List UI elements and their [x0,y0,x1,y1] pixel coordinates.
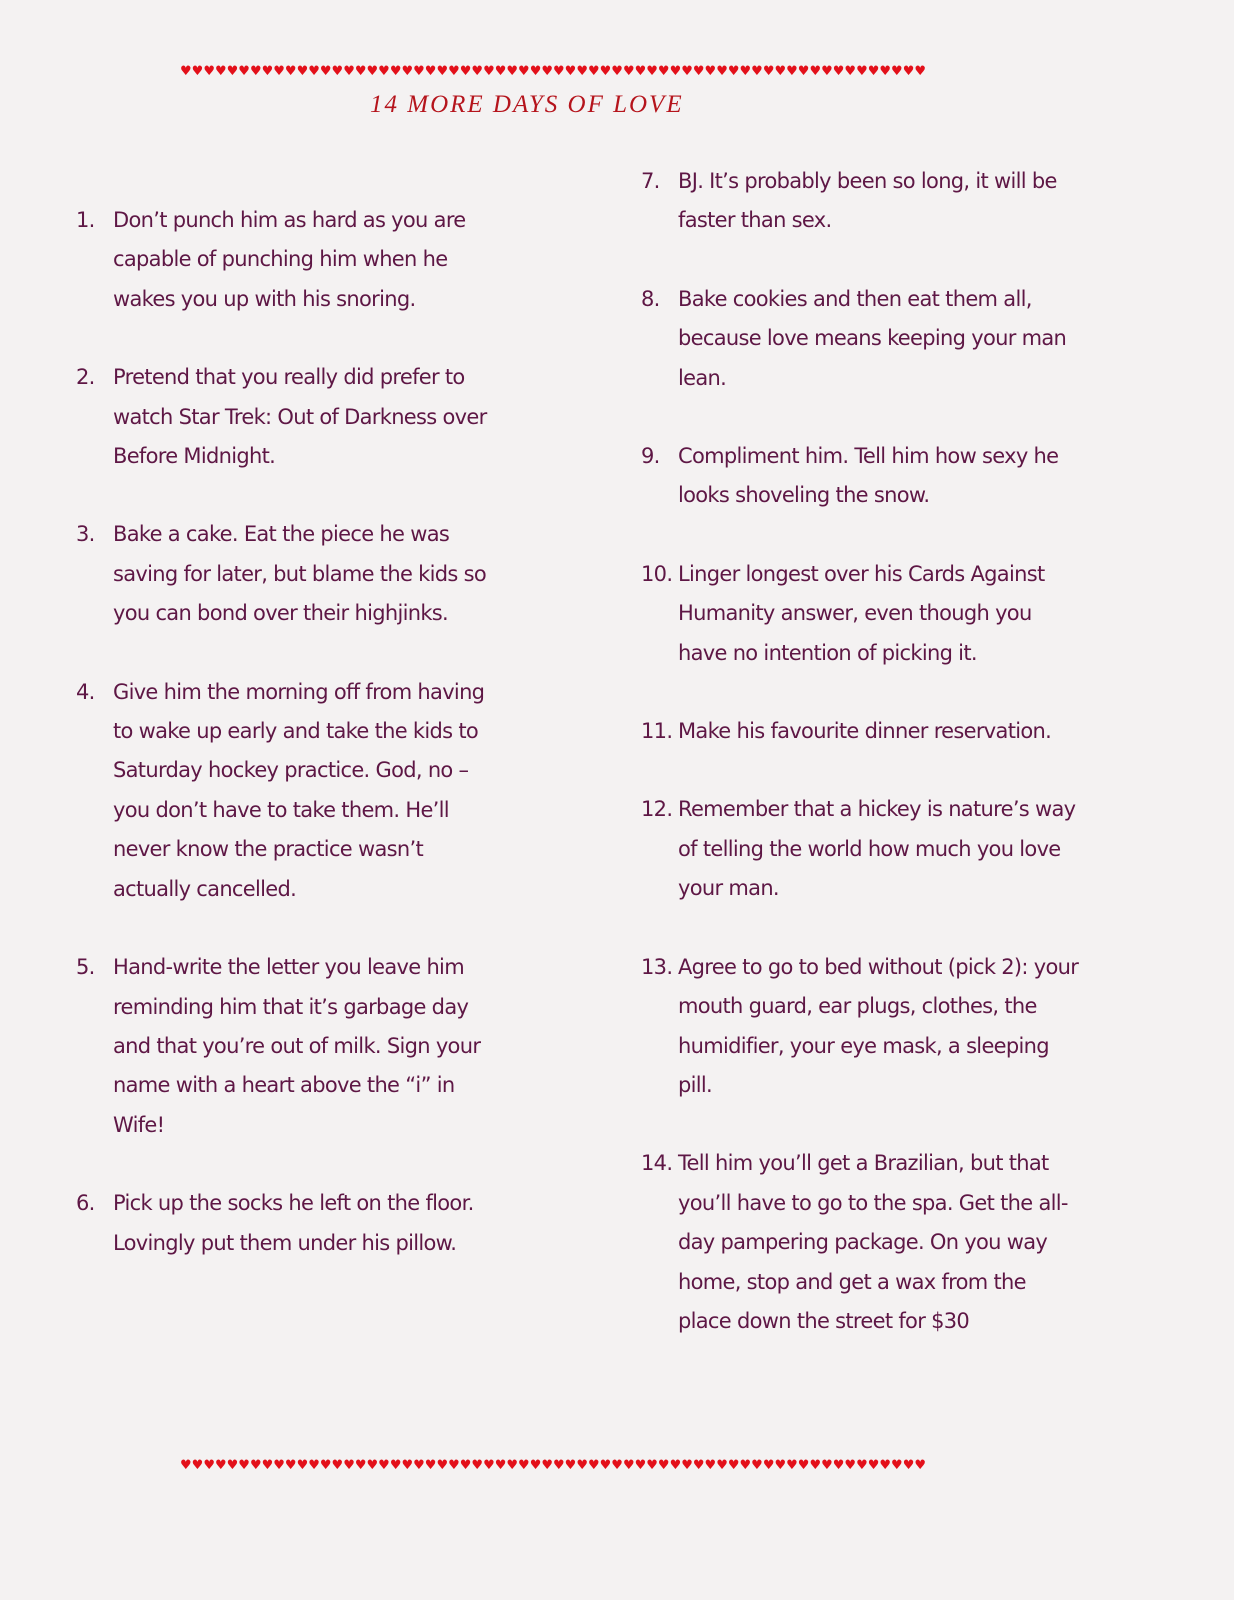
heart-icon: ♥ [494,64,507,79]
heart-icon: ♥ [273,64,285,79]
heart-icon: ♥ [261,1458,274,1473]
item-text: Agree to go to bed without (pick 2): your mouth guard, ear plugs, clothes, the humidifier, your eye mask, a sleeping pill. [678,954,1079,1097]
heart-icon: ♥ [506,64,519,79]
list-item-7 [641,162,1081,241]
heart-icon: ♥ [471,64,484,79]
heart-icon: ♥ [902,64,915,79]
item-text: Give him the morning off from having to wake up early and take the kids to Saturday hockey practice. God, no – you don’t have to take them. He’ll never know the practice wasn’t actually cancelled. [113,679,485,901]
heart-icon: ♥ [832,1458,845,1473]
heart-icon: ♥ [366,1458,379,1473]
heart-icon: ♥ [856,64,868,79]
heart-icon: ♥ [797,1458,810,1473]
heart-icon: ♥ [611,64,623,79]
list-item-13 [641,948,1081,1106]
heart-icon: ♥ [576,1458,588,1473]
heart-icon: ♥ [553,64,565,79]
list-item-9 [641,437,1081,516]
heart-icon: ♥ [459,1458,472,1473]
heart-icon: ♥ [226,64,239,79]
list-right-column [641,162,1081,1380]
heart-icon: ♥ [401,1458,414,1473]
heart-icon: ♥ [308,64,320,79]
item-number: 8. [641,286,660,311]
heart-icon: ♥ [704,64,717,79]
item-text: Pretend that you really did prefer to watch Star Trek: Out of Darkness over Before Midnight. [113,365,487,469]
item-text: Remember that a hickey is nature’s way of telling the world how much you love your man. [678,797,1076,901]
heart-icon: ♥ [238,1458,250,1473]
item-text: Make his favourite dinner reservation. [678,719,1052,744]
item-number: 10. [641,561,673,586]
heart-icon: ♥ [424,64,437,79]
heart-icon: ♥ [867,64,880,79]
heart-icon: ♥ [249,1458,262,1473]
heart-icon: ♥ [797,64,810,79]
heart-icon: ♥ [856,1458,868,1473]
list-item-1 [76,201,506,319]
heart-icon: ♥ [704,1458,717,1473]
heart-icon: ♥ [214,1458,227,1473]
heart-icon: ♥ [203,1458,215,1473]
heart-icon: ♥ [331,1458,344,1473]
heart-icon: ♥ [657,64,670,79]
item-text: Bake cookies and then eat them all, because love means keeping your man lean. [678,286,1067,390]
heart-icon: ♥ [424,1458,437,1473]
heart-icon: ♥ [716,1458,728,1473]
heart-icon: ♥ [180,64,192,79]
heart-icon: ♥ [483,64,495,79]
list-item-2 [76,358,506,476]
list-item-5 [76,948,506,1145]
heart-icon: ♥ [203,64,215,79]
item-number: 11. [641,719,673,744]
heart-icon: ♥ [622,1458,635,1473]
heart-icon: ♥ [692,64,705,79]
heart-icon: ♥ [226,1458,239,1473]
heart-icon: ♥ [366,64,379,79]
heart-icon: ♥ [354,1458,367,1473]
heart-icon: ♥ [646,64,658,79]
heart-icon: ♥ [529,64,542,79]
heart-icon: ♥ [529,1458,542,1473]
heart-icon: ♥ [832,64,845,79]
list-item-8 [641,280,1081,398]
heart-icon: ♥ [751,1458,763,1473]
heart-icon: ♥ [448,1458,460,1473]
item-text: Don’t punch him as hard as you are capable of punching him when he wakes you up with his snoring. [113,208,466,311]
item-number: 4. [76,679,95,704]
heart-icon: ♥ [634,64,647,79]
heart-icon: ♥ [331,64,344,79]
heart-icon: ♥ [518,1458,530,1473]
heart-icon: ♥ [518,64,530,79]
list-item-6 [76,1184,506,1263]
heart-icon: ♥ [389,64,402,79]
list-item-3 [76,515,506,633]
heart-icon: ♥ [786,64,798,79]
heart-icon: ♥ [506,1458,519,1473]
heart-icon: ♥ [238,64,250,79]
list-item-10 [641,555,1081,673]
heart-icon: ♥ [867,1458,880,1473]
heart-icon: ♥ [273,1458,285,1473]
heart-icon: ♥ [587,64,600,79]
heart-icon: ♥ [541,1458,553,1473]
heart-icon: ♥ [914,1458,926,1473]
list-left-column [76,201,506,1302]
heart-icon: ♥ [844,1458,857,1473]
heart-icon: ♥ [343,64,355,79]
heart-icon: ♥ [448,64,460,79]
item-number: 7. [641,169,660,193]
heart-icon: ♥ [587,1458,600,1473]
item-number: 9. [641,444,660,469]
heart-icon: ♥ [681,1458,693,1473]
heart-icon: ♥ [296,1458,309,1473]
heart-icon: ♥ [541,64,553,79]
heart-icon: ♥ [191,64,204,79]
heart-icon: ♥ [809,1458,822,1473]
heart-icon: ♥ [599,1458,612,1473]
heart-icon: ♥ [879,64,892,79]
item-number: 6. [76,1191,95,1216]
heart-icon: ♥ [343,1458,355,1473]
heart-icon: ♥ [576,64,588,79]
item-number: 1. [76,208,95,232]
heart-icon: ♥ [191,1458,204,1473]
heart-icon: ♥ [284,64,297,79]
heart-divider-top [180,64,1054,80]
heart-icon: ♥ [378,1458,390,1473]
heart-icon: ♥ [669,1458,682,1473]
heart-icon: ♥ [774,64,787,79]
heart-icon: ♥ [844,64,857,79]
heart-icon: ♥ [401,64,414,79]
heart-icon: ♥ [471,1458,484,1473]
heart-icon: ♥ [284,1458,297,1473]
heart-icon: ♥ [891,64,903,79]
heart-icon: ♥ [180,1458,192,1473]
item-number: 2. [76,365,95,390]
heart-icon: ♥ [762,64,775,79]
heart-icon: ♥ [879,1458,892,1473]
item-text: Compliment him. Tell him how sexy he looks shoveling the snow. [678,444,1059,508]
heart-icon: ♥ [669,64,682,79]
item-number: 13. [641,954,673,979]
heart-icon: ♥ [634,1458,647,1473]
item-text: BJ. It’s probably been so long, it will be faster than sex. [678,169,1057,233]
item-text: Tell him you’ll get a Brazilian, but that you’ll have to go to the spa. Get the all-day pampering package. On you way home, stop and get a wax from the place down the street for $30 [678,1151,1068,1333]
heart-icon: ♥ [774,1458,787,1473]
heart-icon: ♥ [308,1458,320,1473]
heart-divider-bottom [180,1458,1054,1474]
heart-icon: ♥ [739,1458,752,1473]
heart-icon: ♥ [413,64,425,79]
list-item-14 [641,1144,1081,1341]
heart-icon: ♥ [681,64,693,79]
heart-icon: ♥ [389,1458,402,1473]
heart-icon: ♥ [494,1458,507,1473]
heart-icon: ♥ [483,1458,495,1473]
heart-icon: ♥ [319,64,332,79]
list-item-4 [76,673,506,909]
page-title: 14 MORE DAYS OF LOVE [370,91,684,118]
heart-icon: ♥ [821,1458,833,1473]
heart-icon: ♥ [564,64,577,79]
heart-icon: ♥ [891,1458,903,1473]
heart-icon: ♥ [762,1458,775,1473]
heart-icon: ♥ [727,1458,740,1473]
heart-icon: ♥ [599,64,612,79]
heart-icon: ♥ [564,1458,577,1473]
item-number: 14. [641,1151,673,1176]
heart-icon: ♥ [413,1458,425,1473]
heart-icon: ♥ [786,1458,798,1473]
heart-icon: ♥ [249,64,262,79]
heart-icon: ♥ [727,64,740,79]
heart-icon: ♥ [692,1458,705,1473]
heart-icon: ♥ [809,64,822,79]
heart-icon: ♥ [436,64,449,79]
heart-icon: ♥ [296,64,309,79]
heart-icon: ♥ [902,1458,915,1473]
item-number: 5. [76,955,95,980]
list-item-11 [641,712,1081,751]
heart-icon: ♥ [436,1458,449,1473]
heart-icon: ♥ [354,64,367,79]
heart-icon: ♥ [378,64,390,79]
item-number: 3. [76,522,95,547]
heart-icon: ♥ [821,64,833,79]
item-text: Bake a cake. Eat the piece he was saving for later, but blame the kids so you can bond over their highjinks. [113,522,486,626]
heart-icon: ♥ [214,64,227,79]
heart-icon: ♥ [914,64,926,79]
list-item-12 [641,790,1081,908]
heart-icon: ♥ [553,1458,565,1473]
heart-icon: ♥ [261,64,274,79]
heart-icon: ♥ [716,64,728,79]
item-text: Pick up the socks he left on the floor. Lovingly put them under his pillow. [113,1191,474,1255]
heart-icon: ♥ [739,64,752,79]
item-text: Hand-write the letter you leave him reminding him that it’s garbage day and that you’re out of milk. Sign your name with a heart above the “i” in Wife! [113,955,481,1137]
heart-icon: ♥ [646,1458,658,1473]
item-text: Linger longest over his Cards Against Humanity answer, even though you have no intention of picking it. [678,561,1045,665]
heart-icon: ♥ [611,1458,623,1473]
heart-icon: ♥ [459,64,472,79]
heart-icon: ♥ [751,64,763,79]
heart-icon: ♥ [657,1458,670,1473]
heart-icon: ♥ [319,1458,332,1473]
item-number: 12. [641,797,673,822]
heart-icon: ♥ [622,64,635,79]
